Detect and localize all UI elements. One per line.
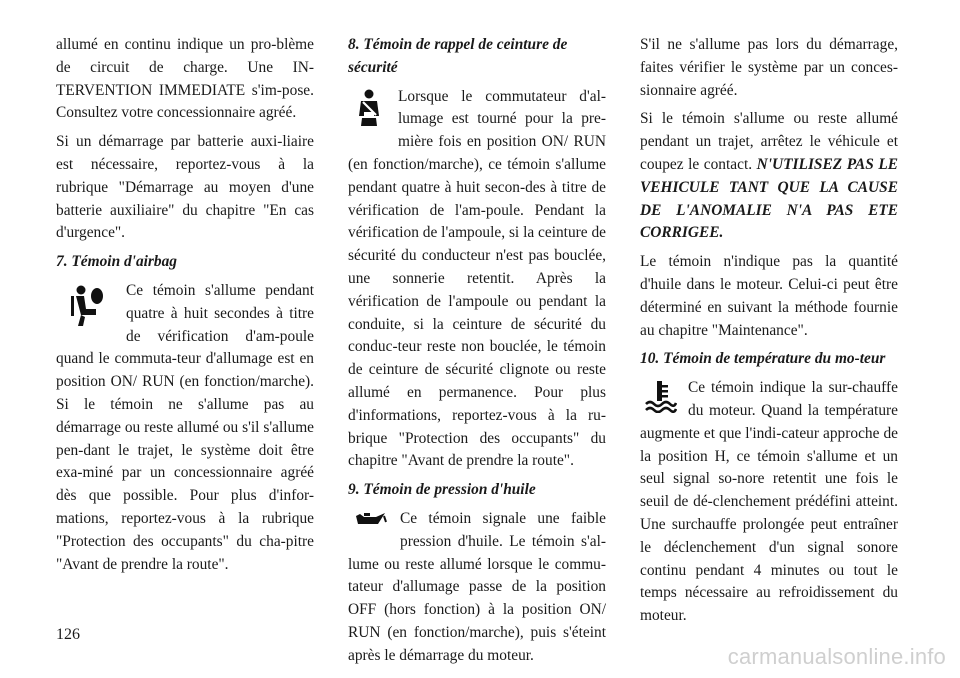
paragraph-airbag — [56, 280, 314, 576]
seatbelt-text: Lorsque le commutateur d'al-lumage est tourné pour la pre-mière fois en position ON/ RUN (en fonction/marche), ce témoin s'allume pendant quatre à huit secon-des à titre de vérification de l'am-poule. Pendant la vérification de l'ampoule, si la ceinture de sécurité du conducteur n'est pas bouclée, une sonnerie retentit. Après la vérification de l'ampoule ou pendant la conduite, si la ceinture de sécurité du conduc-teur reste non bouclée, le témoin de ceinture de sécurité clignote ou reste allumé en permanence. Pour plus d'informations, reportez-vous à la ru-brique "Protection des occupants" du chapitre "Avant de prendre la route". — [348, 87, 606, 470]
engine-temperature-text: Ce témoin indique la sur-chauffe du moteur. Quand la température augmente et que l'indi-cateur approche de la position H, ce témoin s'allume et un seul signal so-nore retentit une fois le seuil de dé-clenchement prédéfini atteint. Une surchauffe prolongée peut entraîner le déclenchement d'un signal sonore continu pendant 4 minutes ou tout le temps nécessaire au refroidissement du moteur. — [640, 379, 898, 625]
oil-pressure-icon — [348, 510, 392, 550]
engine-temperature-icon — [640, 379, 680, 419]
seatbelt-icon — [348, 88, 390, 148]
airbag-icon — [56, 282, 118, 342]
oil-pressure-text: Ce témoin signale une faible pression d'huile. Le témoin s'al-lume ou reste allumé lorsque le commu-tateur d'allumage passe de la position OFF (hors fonction) à la position ON/ RUN (en fonction/marche), puis s'éteint après le démarrage du moteur. — [348, 509, 606, 664]
paragraph-jump-start: Si un démarrage par batterie auxi-liaire est nécessaire, reportez-vous à la rubrique "Démarrage au moyen d'une batterie auxiliaire" du chapitre "En cas d'urgence". — [56, 133, 314, 242]
paragraph-stop-vehicle — [640, 108, 898, 245]
heading-oil-pressure: 9. Témoin de pression d'huile — [348, 481, 536, 499]
paragraph-not-lit: S'il ne s'allume pas lors du démarrage, faites vérifier le système par un conces-sionnaire agréé. — [640, 36, 898, 99]
paragraph-engine-temperature — [640, 377, 898, 628]
column-middle — [348, 34, 606, 674]
watermark: carmanualsonline.info — [727, 644, 946, 669]
paragraph-charging-circuit: allumé en continu indique un pro-blème de circuit de charge. Une IN-TERVENTION IMMEDIATE s'im-pose. Consultez votre concessionnaire agréé. — [56, 36, 314, 122]
page-number: 126 — [56, 626, 80, 643]
paragraph-seatbelt — [348, 86, 606, 474]
paragraph-oil-pressure — [348, 508, 606, 668]
stop-vehicle-text: Si le témoin s'allume ou reste allumé pendant un trajet, arrêtez le véhicule et coupez le contact. — [640, 110, 898, 173]
heading-seatbelt: 8. Témoin de rappel de ceinture de sécurité — [348, 36, 568, 76]
heading-engine-temperature: 10. Témoin de température du mo-teur — [640, 350, 886, 368]
airbag-text: Ce témoin s'allume pendant quatre à huit secondes à titre de vérification d'am-poule quand le commuta-teur d'allumage est en position ON/ RUN (en fonction/marche). Si le témoin ne s'allume pas au démarrage ou reste allumé ou s'il s'allume pen-dant le trajet, le système doit être exa-miné par un concessionnaire agréé dès que possible. Pour plus d'infor-mations, reportez-vous à la rubrique "Protection des occupants" du cha-pitre "Avant de prendre la route". — [56, 281, 314, 573]
column-left — [56, 34, 314, 582]
column-right — [640, 34, 898, 634]
heading-airbag: 7. Témoin d'airbag — [56, 253, 177, 271]
paragraph-oil-quantity: Le témoin n'indique pas la quantité d'huile dans le moteur. Celui-ci peut être déterminé en suivant la méthode fournie au chapitre "Maintenance". — [640, 253, 898, 339]
warning-text: N'UTILISEZ PAS LE VEHICULE TANT QUE LA CAUSE DE L'ANOMALIE N'A PAS ETE CORRIGEE. — [640, 155, 898, 242]
